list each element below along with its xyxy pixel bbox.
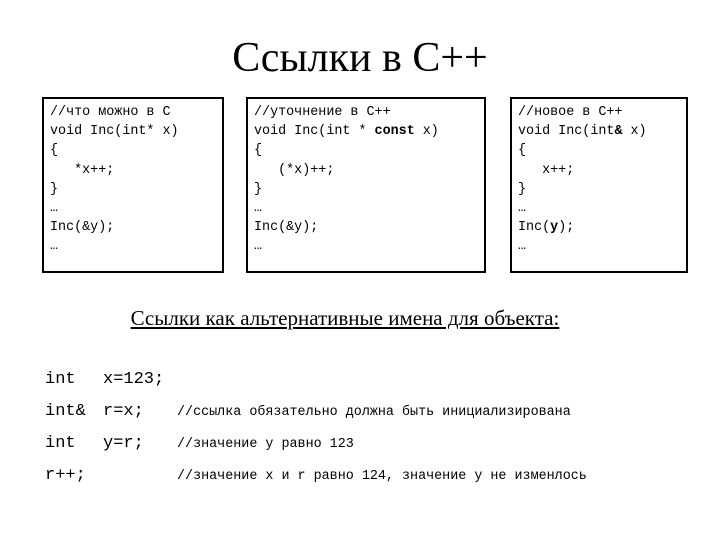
- subtitle-text: Ссылки как альтернативные имена для объекта:: [130, 306, 560, 330]
- section-subtitle: [0, 305, 690, 331]
- code-text: {: [50, 143, 59, 159]
- code-text: …: [50, 239, 59, 255]
- code-text: (*x)++;: [254, 162, 335, 178]
- code-type: r++;: [45, 466, 86, 485]
- code-text: void Inc(int* x): [50, 124, 179, 140]
- code-text: …: [50, 200, 59, 216]
- code-line: [254, 237, 484, 256]
- code-text: *x++;: [50, 162, 115, 178]
- code-line: [50, 218, 222, 237]
- code-line: [50, 199, 222, 218]
- code-text: //новое в C++: [518, 105, 623, 120]
- code-line: [518, 199, 686, 218]
- code-text: }: [518, 181, 527, 197]
- code-line: [50, 122, 222, 141]
- code-keyword: &: [614, 124, 623, 140]
- slide-title: Ссылки в C++: [232, 35, 488, 81]
- code-text: void Inc(int: [518, 124, 615, 140]
- code-line: [518, 161, 686, 180]
- code-comment: //ссылка обязательно должна быть инициализирована: [177, 405, 571, 420]
- code-line: [518, 103, 686, 122]
- code-line: [50, 161, 222, 180]
- code-text: //уточнение в C++: [254, 105, 391, 120]
- code-text: …: [518, 239, 527, 255]
- code-text: Inc(&y);: [254, 220, 319, 236]
- code-line: [254, 199, 484, 218]
- code-text: Inc(: [518, 220, 551, 236]
- code-text: //что можно в C: [50, 105, 171, 120]
- code-line: [254, 122, 484, 141]
- code-text: }: [50, 181, 59, 197]
- code-text: {: [518, 143, 527, 159]
- code-line: [518, 141, 686, 160]
- code-type: int: [45, 370, 76, 389]
- code-statement: r=x;: [103, 402, 144, 421]
- code-text: …: [518, 200, 527, 216]
- code-line: [50, 141, 222, 160]
- code-line: [50, 237, 222, 256]
- code-text: …: [254, 200, 263, 216]
- code-line: [50, 180, 222, 199]
- code-text: );: [558, 220, 575, 236]
- code-text: x): [622, 124, 647, 140]
- code-text: x): [414, 124, 439, 140]
- code-text: void Inc(int *: [254, 124, 375, 140]
- code-box-cpp-reference: [510, 97, 688, 273]
- code-line: [254, 180, 484, 199]
- code-keyword: y: [550, 220, 559, 236]
- code-text: …: [254, 239, 263, 255]
- code-box-cpp-const: [246, 97, 486, 273]
- code-line: [518, 237, 686, 256]
- code-line: [254, 141, 484, 160]
- code-text: {: [254, 143, 263, 159]
- code-keyword: const: [374, 124, 415, 140]
- code-line: [254, 103, 484, 122]
- code-line: [254, 218, 484, 237]
- code-line: [518, 122, 686, 141]
- code-line: [518, 180, 686, 199]
- code-type: int: [45, 434, 76, 453]
- code-text: Inc(&y);: [50, 220, 115, 236]
- code-statement: y=r;: [103, 434, 144, 453]
- code-text: }: [254, 181, 263, 197]
- code-statement: x=123;: [103, 370, 165, 389]
- code-type: int&: [45, 402, 86, 421]
- code-text: x++;: [518, 162, 575, 178]
- code-line: [518, 218, 686, 237]
- code-box-c: [42, 97, 224, 273]
- code-line: [50, 103, 222, 122]
- code-line: [254, 161, 484, 180]
- code-comment: //значение y равно 123: [177, 437, 354, 452]
- code-comment: //значение x и r равно 124, значение y не изменлось: [177, 469, 587, 484]
